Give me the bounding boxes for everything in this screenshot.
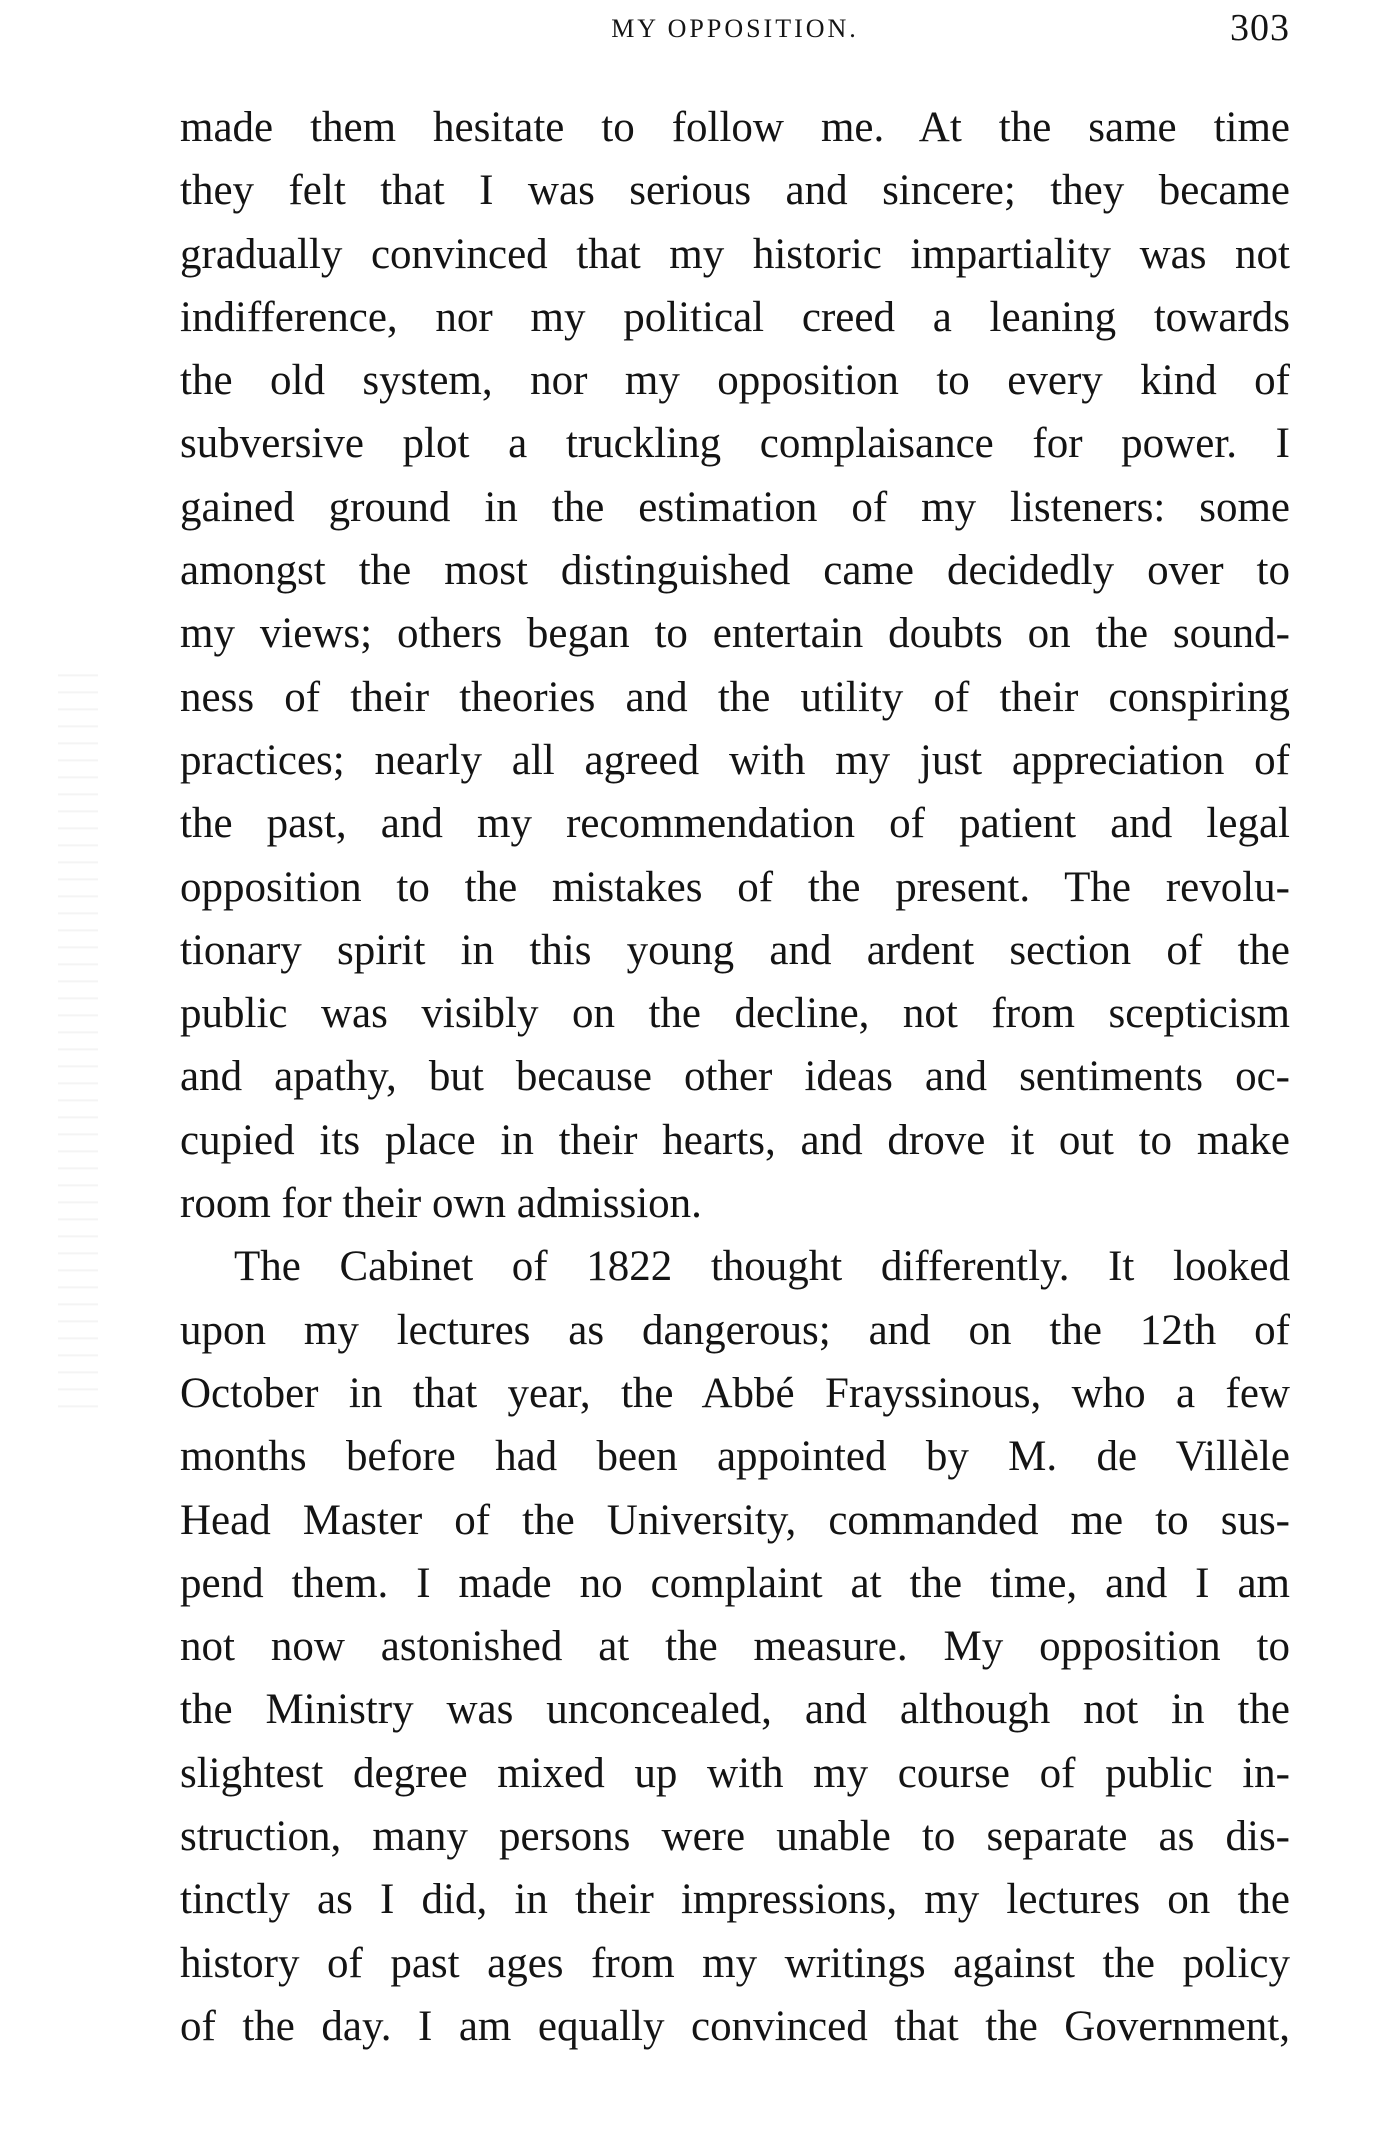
text-line: slightest degree mixed up with my course of public in-: [180, 1749, 1290, 1797]
paragraph-1: [180, 96, 1290, 1235]
text-line: tinctly as I did, in their impressions, my lectures on the: [180, 1876, 1290, 1924]
paragraph-2: [180, 1235, 1290, 2058]
text-line: gradually convinced that my historic impartiality was not: [180, 230, 1290, 278]
text-line: opposition to the mistakes of the present. The revolu-: [180, 863, 1290, 911]
text-line: months before had been appointed by M. de Villèle: [180, 1433, 1290, 1481]
text-line: upon my lectures as dangerous; and on the 12th of: [180, 1306, 1290, 1354]
text-line: indifference, nor my political creed a leaning towards: [180, 293, 1290, 341]
text-line: October in that year, the Abbé Frayssinous, who a few: [180, 1369, 1290, 1417]
text-line: made them hesitate to follow me. At the same time: [180, 104, 1290, 151]
text-line: of the day. I am equally convinced that the Government,: [180, 2002, 1290, 2050]
text-line: gained ground in the estimation of my listeners: some: [180, 483, 1290, 531]
text-line: public was visibly on the decline, not from scepticism: [180, 990, 1290, 1038]
body-text: [180, 96, 1290, 2058]
text-line: subversive plot a truckling complaisance for power. I: [180, 420, 1290, 468]
margin-bleed-through: [58, 660, 98, 1420]
text-line: tionary spirit in this young and ardent section of the: [180, 926, 1290, 974]
text-line: practices; nearly all agreed with my just appreciation of: [180, 736, 1290, 784]
running-head: [180, 4, 1290, 54]
text-line: The Cabinet of 1822 thought differently. It looked: [234, 1243, 1290, 1291]
text-line: history of past ages from my writings against the policy: [180, 1939, 1290, 1987]
text-line: the Ministry was unconcealed, and although not in the: [180, 1686, 1290, 1734]
text-line: cupied its place in their hearts, and drove it out to make: [180, 1116, 1290, 1164]
text-line: struction, many persons were unable to separate as dis-: [180, 1813, 1290, 1861]
running-title: MY OPPOSITION.: [611, 14, 859, 43]
text-line: Head Master of the University, commanded me to sus-: [180, 1496, 1290, 1544]
text-line: pend them. I made no complaint at the time, and I am: [180, 1559, 1290, 1607]
text-line: amongst the most distinguished came decidedly over to: [180, 547, 1290, 595]
text-line: and apathy, but because other ideas and sentiments oc-: [180, 1053, 1290, 1101]
page-number: 303: [1230, 7, 1290, 49]
text-line: they felt that I was serious and sincere; they became: [180, 167, 1290, 215]
text-line: not now astonished at the measure. My opposition to: [180, 1623, 1290, 1671]
text-line: the old system, nor my opposition to every kind of: [180, 357, 1290, 405]
text-line: ness of their theories and the utility of their conspiring: [180, 673, 1290, 721]
text-line: the past, and my recommendation of patient and legal: [180, 800, 1290, 848]
text-line: my views; others began to entertain doubts on the sound-: [180, 610, 1290, 658]
text-line: room for their own admission.: [180, 1180, 702, 1228]
